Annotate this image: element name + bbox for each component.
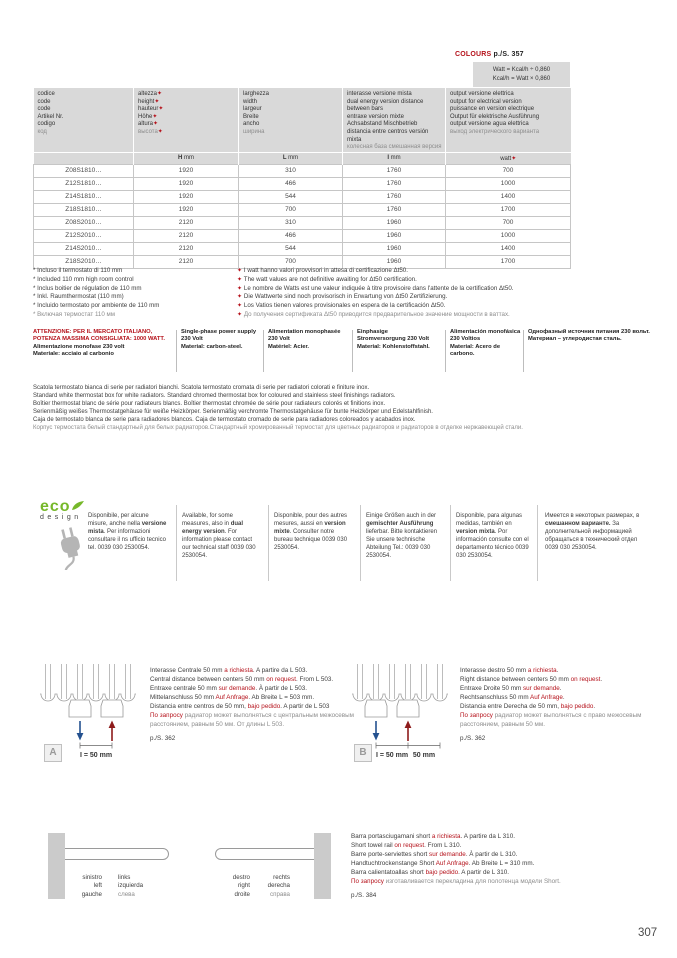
- power-col-italian-warning: ATTENZIONE: PER IL MERCATO ITALIANO, POTENZA MASSIMA CONSIGLIATA: 1000 WATT. Alimentazione monofase 230 volt Materiale: acciaio al carbonio: [33, 329, 165, 357]
- table-row: [34, 242, 571, 255]
- eco-note-russian: Имеется в некоторых размерах, в смешанном варианте. За дополнительной информацией обращаться в технический отдел 0039 030 2530054.: [545, 513, 640, 551]
- column-header-output: output versione elettrica output for electrical version puissance en version electrique Output für elektrische Ausführung output versione agua elettrica выход электрического варианта: [450, 91, 540, 135]
- cell-height: 2120: [134, 242, 239, 255]
- cell-code: Z08S1810…: [34, 164, 134, 177]
- column-header-code: codice code code Artikel Nr. codigo код: [37, 91, 64, 135]
- column-header-height: altezza✦ height✦ hauteur✦ Höhe✦ altura✦ высота✦: [138, 91, 164, 135]
- cell-width: 310: [239, 216, 343, 229]
- divider: [360, 505, 361, 581]
- radiator-wall-right: [314, 833, 331, 899]
- collector-funnel: [397, 700, 419, 717]
- dimension-label-b1: I = 50 mm: [375, 752, 409, 759]
- cell-spacing: 1760: [343, 203, 446, 216]
- eco-note-german: Einige Größen auch in der gemischter Ausführung lieferbar. Bitte kontaktieren Sie unsere technische Abteilung Tel.: 0039 030 2530054.: [366, 513, 438, 559]
- power-supply-row: [0, 329, 677, 377]
- collector-funnel: [365, 700, 387, 717]
- power-col-french: Alimentation monophasée 230 Volt Matériel: Acier.: [268, 329, 341, 350]
- diagram-a-lines: Interasse Centrale 50 mm a richiesta. A partire da L 503. Central distance between centers 50 mm on request. From L 503. Entraxe centrale 50 mm sur demande. À partir de L 503. Mittelanschluss 50 mm Auf Anfrage. Ab Breite L = 503 mm. Distancia entre centros de 50 mm, bajo pedido. A partir de L 503 По запросу радиатор может выполняться с центральным межосевым расстоянием, равным 50 мм. От длины L 503.: [150, 667, 355, 728]
- towel-page-ref: p./S. 384: [351, 892, 377, 899]
- cell-spacing: 1960: [343, 216, 446, 229]
- power-col-english: Single-phase power supply 230 Volt Material: carbon-steel.: [181, 329, 257, 350]
- table-units-row: [34, 152, 571, 164]
- unit-h-mm: H mm: [177, 155, 194, 162]
- dimension-label-b2: 50 mm: [412, 752, 436, 759]
- cell-height: 1920: [134, 203, 239, 216]
- thermostat-box-paragraph: Scatola termostato bianca di serie per radiatori bianchi. Scatola termostato cromata di serie per radiatori colorati e finiture inox. Standard white thermostat box for white radiators. Standard chromed thermostat box for coloured and stainless steel finishings radiators. Boîtier thermostat blanc de série pour radiateurs blancs. Boîtier thermostat chromée de série pour radiateurs colorés et finitions inox. Serienmäßig weißes Thermostatgehäuse für weiße Heizkörper. Serienmäßig verchromte Thermostatgehäuse für bunte Heizkörper und Edelstahlfinish. Caja de termostato blanca de serie para radiadores blancos. Caja de termostato cromado de serie para radiadores coloreados y acabados inox. Корпус термостата белый стандартный для белых радиаторов.Стандартный хромированный термостат для цветных радиаторов и радиаторов в отделке нержавеющей стали.: [33, 385, 523, 432]
- footnotes-thermostat: * Incluso il termostato di 110 mm * Included 110 mm high room control * Inclus boitier de régulation de 110 mm * Inkl. Raumthermostat (110 mm) * Incluido termostato por ambiente de 110 mm * Включая термостат 110 мм: [33, 267, 160, 318]
- colours-page-ref: p./S. 357: [491, 51, 524, 58]
- leaf-icon: [71, 500, 85, 511]
- flow-out-arrow-red: [109, 721, 116, 742]
- towel-bar-right-drawing: [215, 848, 321, 860]
- cell-height: 2120: [134, 229, 239, 242]
- cell-spacing: 1960: [343, 255, 446, 268]
- cell-width: 700: [239, 203, 343, 216]
- eco-note-english: Available, for some measures, also in dual energy version. For information please contact our technical staff 0039 030 2530054.: [182, 513, 256, 559]
- power-col-german: Einphasige Stromversorgung 230 Volt Material: Kohlenstoffstahl.: [357, 329, 430, 350]
- footnotes-watt-provisional: ✦ I watt hanno valori provvisori in attesa di certificazione Δt50. ✦ The watt values are not definitive awaiting for Δt50 certification. ✦ Le nombre de Watts est une valeur indiquée à titre provisoire dans l'attente de la certification Δt50. ✦ Die Wattwerte sind noch provisorisch in Erwartung von Δt50 Zertifizierung. ✦ Los Vatios tienen valores provisionales en espera de la certificación Δt50. ✦ До получения сертификата Δt50 приводится предварительное значение мощности в ваттах.: [237, 267, 514, 318]
- divider: [176, 505, 177, 581]
- towel-left-labels-1: sinistro left gauche: [81, 874, 102, 898]
- divider: [450, 505, 451, 581]
- cell-spacing: 1760: [343, 177, 446, 190]
- cell-watt: 700: [446, 216, 571, 229]
- plug-icon: [52, 524, 90, 570]
- cell-watt: 1400: [446, 242, 571, 255]
- eco-text: eco: [40, 498, 71, 515]
- unit-watt: watt✦: [500, 155, 517, 162]
- divider: [523, 330, 524, 372]
- cell-watt: 1400: [446, 190, 571, 203]
- divider: [176, 330, 177, 372]
- eco-note-french: Disponible, pour des autres mesures, aussi en version mixte. Consulter notre bureau technique 0039 030 2530054.: [274, 513, 348, 551]
- cell-code: Z12S1810…: [34, 177, 134, 190]
- cell-watt: 1700: [446, 255, 571, 268]
- colours-label: COLOURS: [455, 51, 492, 58]
- cell-watt: 700: [446, 164, 571, 177]
- cell-width: 310: [239, 164, 343, 177]
- cell-height: 2120: [134, 255, 239, 268]
- table-row: [34, 229, 571, 242]
- eco-note-spanish: Disponible, para algunas medidas, también en version mixta. Por información consulte con el departamento técnico 0039 030 2530054.: [456, 513, 529, 559]
- watt-conversion-box: Watt = Kcal/h ÷ 0,860 Kcal/h = Watt × 0,860: [473, 62, 570, 87]
- table-row: [34, 203, 571, 216]
- divider: [268, 505, 269, 581]
- cell-width: 700: [239, 255, 343, 268]
- cell-width: 544: [239, 190, 343, 203]
- cell-code: Z14S1810…: [34, 190, 134, 203]
- diagram-a-label-box: A: [44, 744, 62, 762]
- collector-funnel: [69, 700, 91, 717]
- cell-spacing: 1760: [343, 190, 446, 203]
- diagram-a-page-ref: p./S. 362: [150, 735, 176, 742]
- divider: [263, 330, 264, 372]
- collector-funnel: [101, 700, 123, 717]
- diagram-b-page-ref: p./S. 362: [460, 735, 486, 742]
- unit-i-mm: I mm: [387, 155, 401, 162]
- diagram-a-notes: [150, 666, 358, 743]
- dimension-line: [376, 743, 440, 749]
- table-row: [34, 190, 571, 203]
- towel-right-labels-2: rechts derecha справа: [267, 874, 290, 898]
- column-header-width: larghezza width largeur Breite ancho ширина: [243, 91, 270, 135]
- dimension-label-a: I = 50 mm: [79, 752, 113, 759]
- column-header-spacing: interasse versione mista dual energy version distance between bars entraxe version mixte Achsabstand Mischbetrieb distancia entre centros versión mixta колесная база смешанная версия: [347, 91, 442, 151]
- cell-code: Z18S1810…: [34, 203, 134, 216]
- flow-in-arrow-blue: [373, 721, 380, 741]
- table-header-row: [34, 88, 571, 152]
- cell-spacing: 1960: [343, 242, 446, 255]
- towel-bar-notes: [351, 832, 643, 900]
- cell-height: 1920: [134, 190, 239, 203]
- cell-code: Z18S2010…: [34, 255, 134, 268]
- cell-height: 1920: [134, 164, 239, 177]
- eco-note-italian: Disponibile, per alcune misure, anche nella versione mista. Per informazioni consultare il ns ufficio tecnico tel. 0039 030 2530054.: [88, 513, 167, 551]
- page-number: 307: [638, 927, 658, 939]
- towel-left-labels-2: links izquierda слева: [118, 874, 144, 898]
- divider: [445, 330, 446, 372]
- diagram-b-label-box: B: [354, 744, 372, 762]
- cell-code: Z12S2010…: [34, 229, 134, 242]
- cell-width: 544: [239, 242, 343, 255]
- divider: [352, 330, 353, 372]
- cell-height: 2120: [134, 216, 239, 229]
- unit-cell-empty: [34, 152, 134, 164]
- towel-bar-lines: Barra portasciugamani short a richiesta. A partire da L 310. Short towel rail on request. From L 310. Barre porte-serviettes short sur demande. À partir de L 310. Handtuchtrockenstange Short Auf Anfrage. Ab Breite L = 310 mm. Barra calientatoallas short bajo pedido. A partir de L 310. По запросу изготавливается перекладина для полотенца модели Short.: [351, 833, 561, 885]
- colours-reference: [455, 51, 524, 58]
- divider: [537, 505, 538, 581]
- towel-bar-left-drawing: [56, 848, 169, 860]
- spec-table: [33, 88, 571, 269]
- dimension-line: [80, 743, 112, 749]
- diagram-b-lines: Interasse destro 50 mm a richiesta. Right distance between centers 50 mm on request. Entraxe Droite 50 mm sur demande. Rechtsanschluss 50 mm Auf Anfrage. Distancia entre Derecha de 50 mm, bajo pedido. По запросу радиатор может выполняться с право межосевым расстоянием, равным 50 мм.: [460, 667, 642, 728]
- flow-in-arrow-blue: [77, 721, 84, 741]
- table-row: [34, 216, 571, 229]
- cell-code: Z14S2010…: [34, 242, 134, 255]
- power-col-russian: Однофазный источник питания 230 вольт. Материал – углеродистая сталь.: [528, 329, 650, 343]
- cell-spacing: 1760: [343, 164, 446, 177]
- power-col-spanish: Alimentación monofásica 230 Voltios Material: Acero de carbono.: [450, 329, 521, 357]
- design-text: design: [40, 514, 82, 521]
- cell-code: Z08S2010…: [34, 216, 134, 229]
- diagram-b-notes: [460, 666, 672, 743]
- towel-right-labels-1: destro right droite: [232, 874, 250, 898]
- cell-spacing: 1960: [343, 229, 446, 242]
- cell-height: 1920: [134, 177, 239, 190]
- table-row: [34, 177, 571, 190]
- cell-width: 466: [239, 177, 343, 190]
- cell-watt: 1000: [446, 229, 571, 242]
- table-row: [34, 164, 571, 177]
- cell-watt: 1000: [446, 177, 571, 190]
- cell-width: 466: [239, 229, 343, 242]
- unit-l-mm: L mm: [282, 155, 299, 162]
- cell-watt: 1700: [446, 203, 571, 216]
- flow-out-arrow-red: [405, 721, 412, 742]
